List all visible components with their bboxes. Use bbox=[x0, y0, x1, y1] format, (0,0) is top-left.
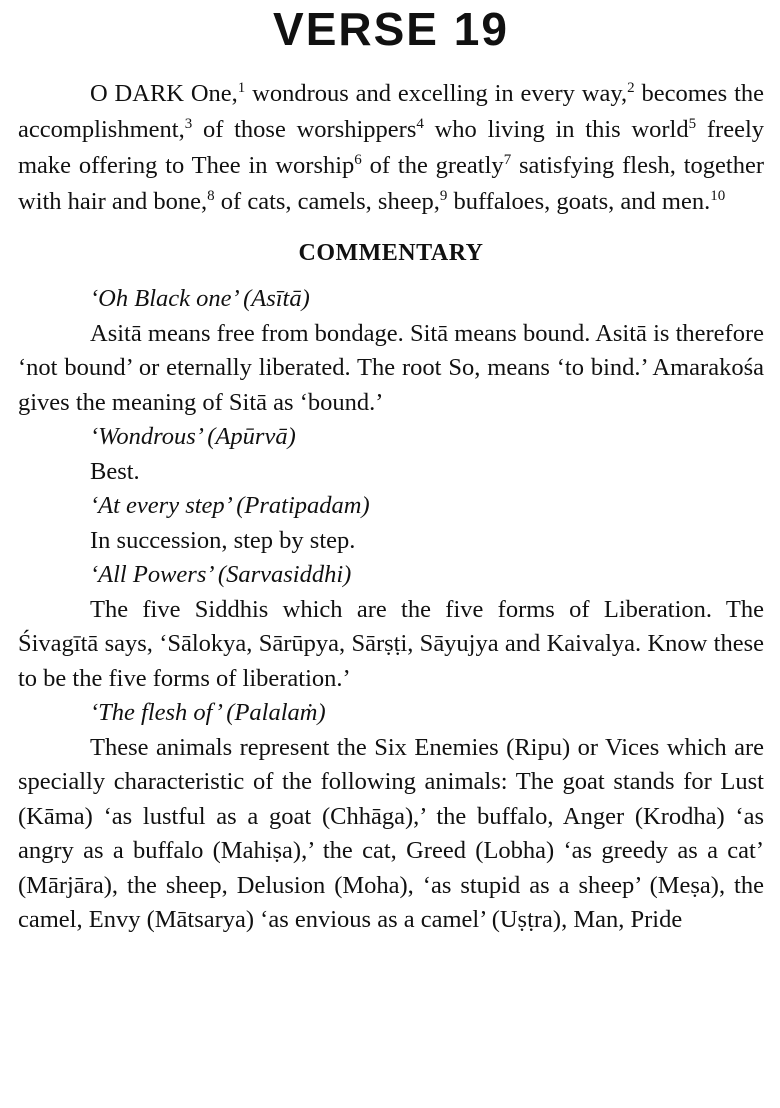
term-heading-every-step: ‘At every step’ (Pratipadam) bbox=[90, 492, 370, 519]
definition-every-step: In succession, step by step. bbox=[90, 526, 356, 554]
paragraph-animals: These animals represent the Six Enemies (Ripu) or Vices which are specially characteristic of the following animals: The goat stands for Lust (Kāma) ‘as lustful as a goat (Chhāga),’ the buffalo, Anger (Krodha) ‘as angry as a buffalo (Mahiṣa),’ the cat, Greed (Lobha) ‘as greedy as a cat’ (Mārjāra), the sheep, Delusion (Moha), ‘as stupid as a sheep’ (Meṣa), the camel, Envy (Mātsarya) ‘as envious as a camel’ (Uṣṭra), Man, Pride bbox=[18, 733, 764, 933]
verse-segment: satisfying flesh, together with hair and bone, bbox=[18, 152, 764, 215]
verse-segment: O DARK One, bbox=[90, 80, 238, 107]
footnote-marker: 2 bbox=[627, 79, 635, 96]
verse-segment: of the greatly bbox=[361, 152, 504, 179]
term-heading-flesh: ‘The flesh of’ (Palalaṁ) bbox=[90, 699, 326, 726]
footnote-marker: 4 bbox=[416, 115, 424, 132]
verse-segment: of those worshippers bbox=[192, 116, 417, 143]
term-heading-all-powers: ‘All Powers’ (Sarvasiddhi) bbox=[90, 561, 352, 588]
verse-segment: wondrous and excelling in every way, bbox=[245, 80, 628, 107]
commentary-heading: COMMENTARY bbox=[298, 240, 484, 266]
footnote-marker: 6 bbox=[354, 151, 362, 168]
footnote-marker: 8 bbox=[207, 187, 215, 204]
verse-segment: who living in this world bbox=[423, 116, 689, 143]
verse-text bbox=[18, 76, 764, 220]
term-heading-wondrous: ‘Wondrous’ (Apūrvā) bbox=[90, 423, 296, 450]
term-heading-black-one: ‘Oh Black one’ (Asītā) bbox=[90, 285, 310, 312]
footnote-marker: 1 bbox=[237, 79, 246, 96]
paragraph-siddhis: The five Siddhis which are the five forms of Liberation. The Śivagītā says, ‘Sālokya, Sārūpya, Sārṣṭi, Sāyujya and Kaivalya. Know these to be the five forms of liberation.’ bbox=[18, 595, 764, 692]
footnote-marker: 10 bbox=[710, 187, 726, 204]
footnote-marker: 3 bbox=[184, 115, 193, 132]
footnote-marker: 9 bbox=[439, 187, 448, 204]
footnote-marker: 5 bbox=[688, 115, 697, 132]
verse-segment: becomes the accomplishment, bbox=[18, 80, 765, 143]
footnote-marker: 7 bbox=[503, 151, 512, 168]
verse-title: VERSE 19 bbox=[273, 3, 509, 55]
verse-segment: buffaloes, goats, and men. bbox=[447, 188, 711, 215]
paragraph-asita: Asitā means free from bondage. Sitā means bound. Asitā is therefore ‘not bound’ or eternally liberated. The root So, means ‘to bind.’ Amarakośa gives the meaning of Sitā as ‘bound.’ bbox=[18, 319, 764, 416]
verse-segment: of cats, camels, sheep, bbox=[214, 188, 440, 215]
definition-wondrous: Best. bbox=[90, 457, 140, 485]
verse-segment: freely make offering to Thee in worship bbox=[18, 116, 765, 179]
